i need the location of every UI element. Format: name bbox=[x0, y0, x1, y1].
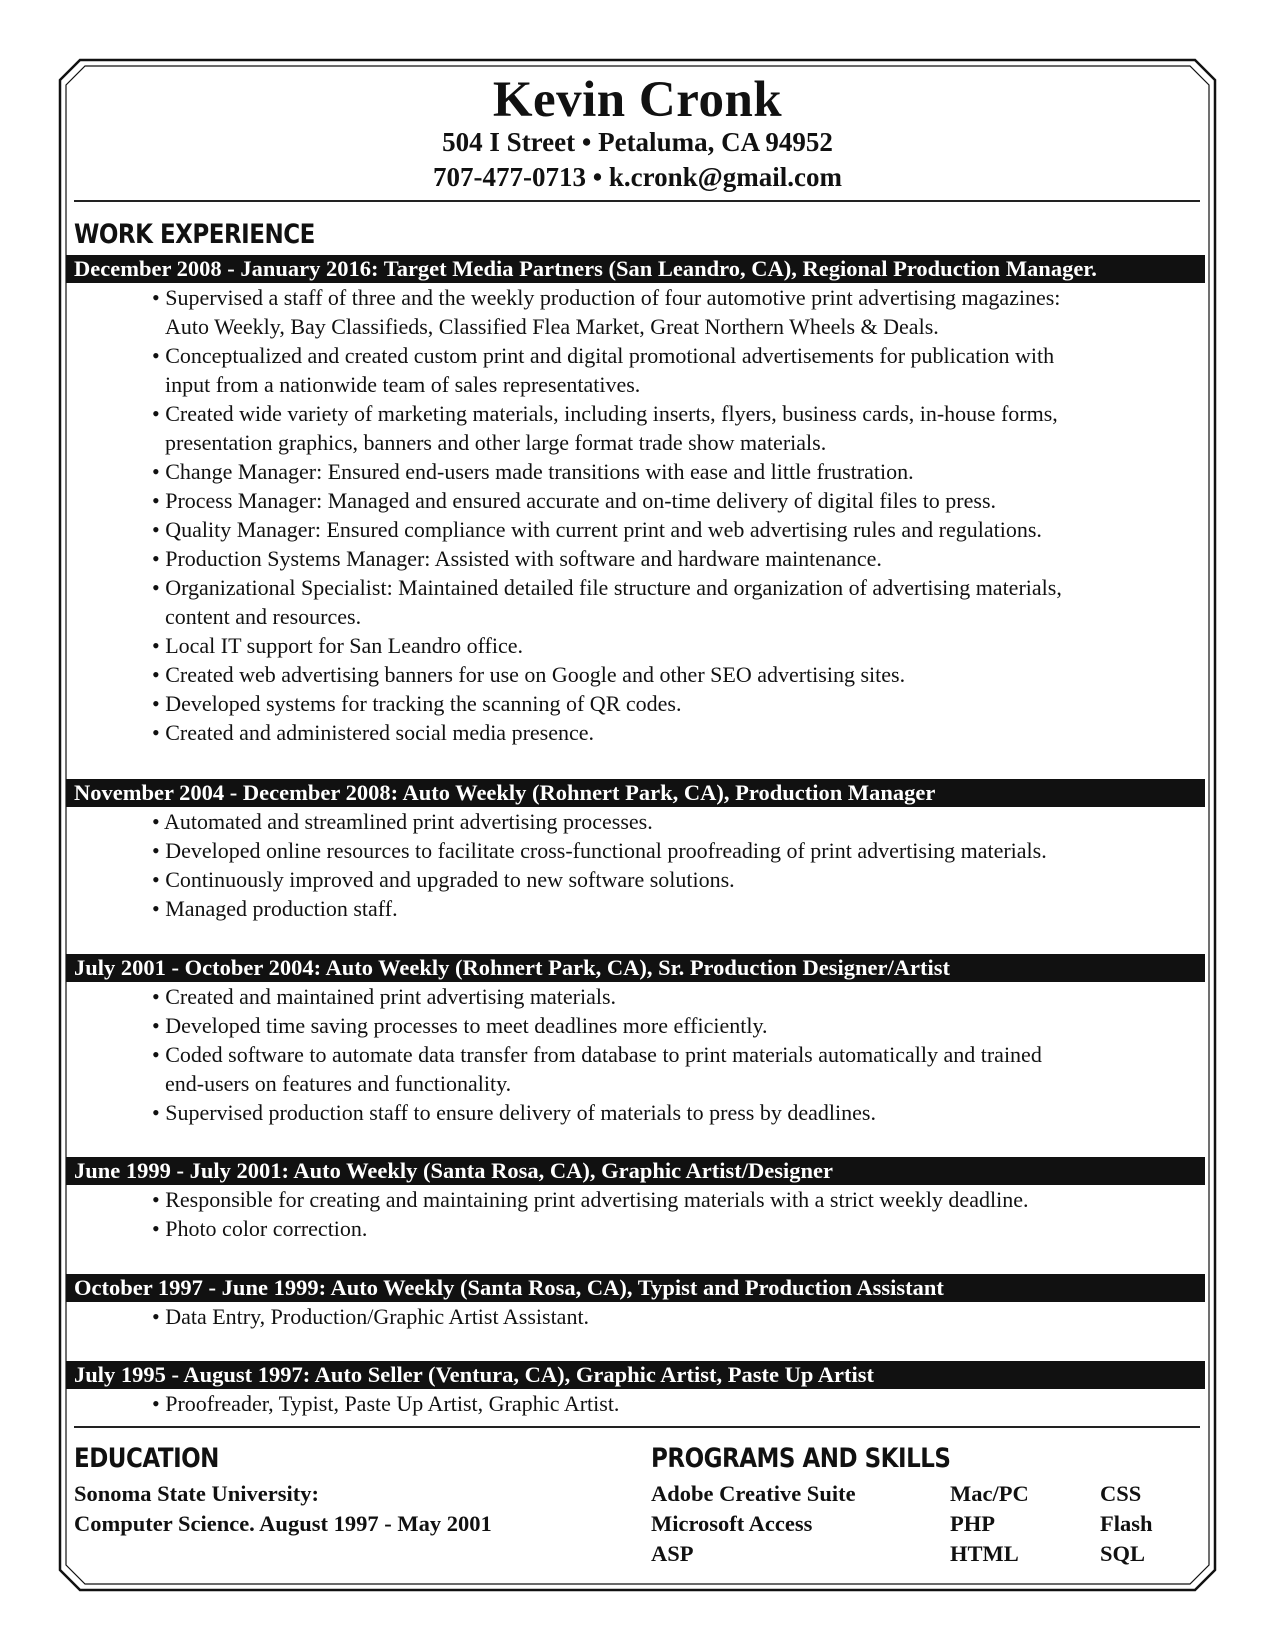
skill-item: Mac/PC bbox=[950, 1481, 1029, 1506]
skill-item: CSS bbox=[1100, 1481, 1142, 1506]
bullet-text: • Process Manager: Managed and ensured accurate and on-time delivery of digital files to press. bbox=[152, 488, 997, 513]
list-item bbox=[152, 689, 1212, 718]
list-item bbox=[152, 1098, 1212, 1127]
list-item bbox=[152, 1011, 1212, 1040]
list-item bbox=[152, 515, 1212, 544]
list-item bbox=[152, 982, 1212, 1011]
list-item bbox=[152, 836, 1212, 865]
list-item bbox=[152, 865, 1212, 894]
bullet-text: • Managed production staff. bbox=[152, 896, 398, 921]
bullet-text: • Organizational Specialist: Maintained detailed file structure and organization of advertising materials, bbox=[152, 575, 1062, 600]
list-item bbox=[152, 660, 1212, 689]
skill-item: Flash bbox=[1100, 1511, 1153, 1536]
bullet-text: • Quality Manager: Ensured compliance with current print and web advertising rules and regulations. bbox=[152, 517, 1042, 542]
contact-address: 504 I Street • Petaluma, CA 94952 bbox=[442, 127, 833, 157]
skill-item: PHP bbox=[950, 1511, 995, 1536]
bullet-text-continuation: presentation graphics, banners and other large format trade show materials. bbox=[165, 430, 827, 455]
list-item bbox=[152, 1389, 1212, 1418]
job-title-bar: June 1999 - July 2001: Auto Weekly (Santa Rosa, CA), Graphic Artist/Designer bbox=[66, 1157, 1205, 1185]
job-title-bar: December 2008 - January 2016: Target Media Partners (San Leandro, CA), Regional Production Manager. bbox=[66, 255, 1205, 283]
header-divider bbox=[74, 200, 1200, 202]
list-item bbox=[152, 1214, 1212, 1243]
bullet-text: • Supervised production staff to ensure delivery of materials to press by deadlines. bbox=[152, 1100, 876, 1125]
skill-item: ASP bbox=[651, 1541, 694, 1566]
bullet-text: • Supervised a staff of three and the weekly production of four automotive print advertising magazines: bbox=[152, 285, 1061, 310]
list-item bbox=[152, 399, 1212, 457]
skills-heading: PROGRAMS AND SKILLS bbox=[651, 1444, 951, 1475]
skill-item: Adobe Creative Suite bbox=[651, 1481, 856, 1506]
list-item bbox=[152, 718, 1212, 747]
bullet-text: • Developed systems for tracking the scanning of QR codes. bbox=[152, 691, 682, 716]
list-item bbox=[152, 486, 1212, 515]
bullet-text-continuation: content and resources. bbox=[165, 604, 362, 629]
bullet-text: • Photo color correction. bbox=[152, 1216, 368, 1241]
job-bullet-list bbox=[152, 1185, 1212, 1243]
bullet-text: • Created and administered social media presence. bbox=[152, 720, 595, 745]
contact-phone-email: 707-477-0713 • k.cronk@gmail.com bbox=[432, 162, 843, 192]
bullet-text: • Developed time saving processes to meet deadlines more efficiently. bbox=[152, 1013, 768, 1038]
bullet-text: • Local IT support for San Leandro office. bbox=[152, 633, 523, 658]
job-bullet-list bbox=[152, 807, 1212, 923]
bullet-text-continuation: input from a nationwide team of sales representatives. bbox=[165, 372, 641, 397]
footer-divider bbox=[74, 1426, 1200, 1428]
job-title-bar: October 1997 - June 1999: Auto Weekly (Santa Rosa, CA), Typist and Production Assistant bbox=[66, 1274, 1205, 1302]
list-item bbox=[152, 1185, 1212, 1214]
bullet-text: • Developed online resources to facilitate cross-functional proofreading of print advertising materials. bbox=[152, 838, 1047, 863]
bullet-text-continuation: Auto Weekly, Bay Classifieds, Classified Flea Market, Great Northern Wheels & Deals. bbox=[165, 314, 939, 339]
skill-item: HTML bbox=[950, 1541, 1019, 1566]
bullet-text: • Coded software to automate data transfer from database to print materials automatically and trained bbox=[152, 1042, 1042, 1067]
list-item bbox=[152, 1040, 1212, 1098]
list-item bbox=[152, 457, 1212, 486]
work-experience-heading: WORK EXPERIENCE bbox=[74, 220, 315, 251]
bullet-text-continuation: end-users on features and functionality. bbox=[165, 1071, 512, 1096]
education-heading: EDUCATION bbox=[74, 1444, 219, 1475]
list-item bbox=[152, 341, 1212, 399]
list-item bbox=[152, 1302, 1212, 1331]
job-title-bar: July 1995 - August 1997: Auto Seller (Ventura, CA), Graphic Artist, Paste Up Artist bbox=[66, 1361, 1205, 1389]
bullet-text: • Automated and streamlined print advertising processes. bbox=[152, 809, 653, 834]
education-degree: Computer Science. August 1997 - May 2001 bbox=[74, 1511, 492, 1536]
bullet-text: • Responsible for creating and maintaining print advertising materials with a strict weekly deadline. bbox=[152, 1187, 1029, 1212]
resume-name: Kevin Cronk bbox=[492, 72, 783, 128]
list-item bbox=[152, 573, 1212, 631]
education-school: Sonoma State University: bbox=[74, 1481, 319, 1506]
bullet-text: • Created wide variety of marketing materials, including inserts, flyers, business cards, in-house forms, bbox=[152, 401, 1058, 426]
bullet-text: • Created and maintained print advertising materials. bbox=[152, 984, 617, 1009]
skill-item: SQL bbox=[1100, 1541, 1146, 1566]
bullet-text: • Conceptualized and created custom print and digital promotional advertisements for publication with bbox=[152, 343, 1055, 368]
bullet-text: • Data Entry, Production/Graphic Artist Assistant. bbox=[152, 1304, 590, 1329]
skill-item: Microsoft Access bbox=[651, 1511, 813, 1536]
bullet-text: • Change Manager: Ensured end-users made transitions with ease and little frustration. bbox=[152, 459, 914, 484]
job-bullet-list bbox=[152, 283, 1212, 747]
bullet-text: • Production Systems Manager: Assisted with software and hardware maintenance. bbox=[152, 546, 882, 571]
list-item bbox=[152, 631, 1212, 660]
list-item bbox=[152, 544, 1212, 573]
job-title-bar: November 2004 - December 2008: Auto Weekly (Rohnert Park, CA), Production Manager bbox=[66, 779, 1205, 807]
job-bullet-list bbox=[152, 1389, 1212, 1418]
bullet-text: • Continuously improved and upgraded to new software solutions. bbox=[152, 867, 735, 892]
job-title-bar: July 2001 - October 2004: Auto Weekly (Rohnert Park, CA), Sr. Production Designer/Artist bbox=[66, 954, 1205, 982]
bullet-text: • Proofreader, Typist, Paste Up Artist, Graphic Artist. bbox=[152, 1391, 620, 1416]
job-bullet-list bbox=[152, 982, 1212, 1127]
list-item bbox=[152, 283, 1212, 341]
list-item bbox=[152, 807, 1212, 836]
job-bullet-list bbox=[152, 1302, 1212, 1331]
bullet-text: • Created web advertising banners for use on Google and other SEO advertising sites. bbox=[152, 662, 906, 687]
list-item bbox=[152, 894, 1212, 923]
